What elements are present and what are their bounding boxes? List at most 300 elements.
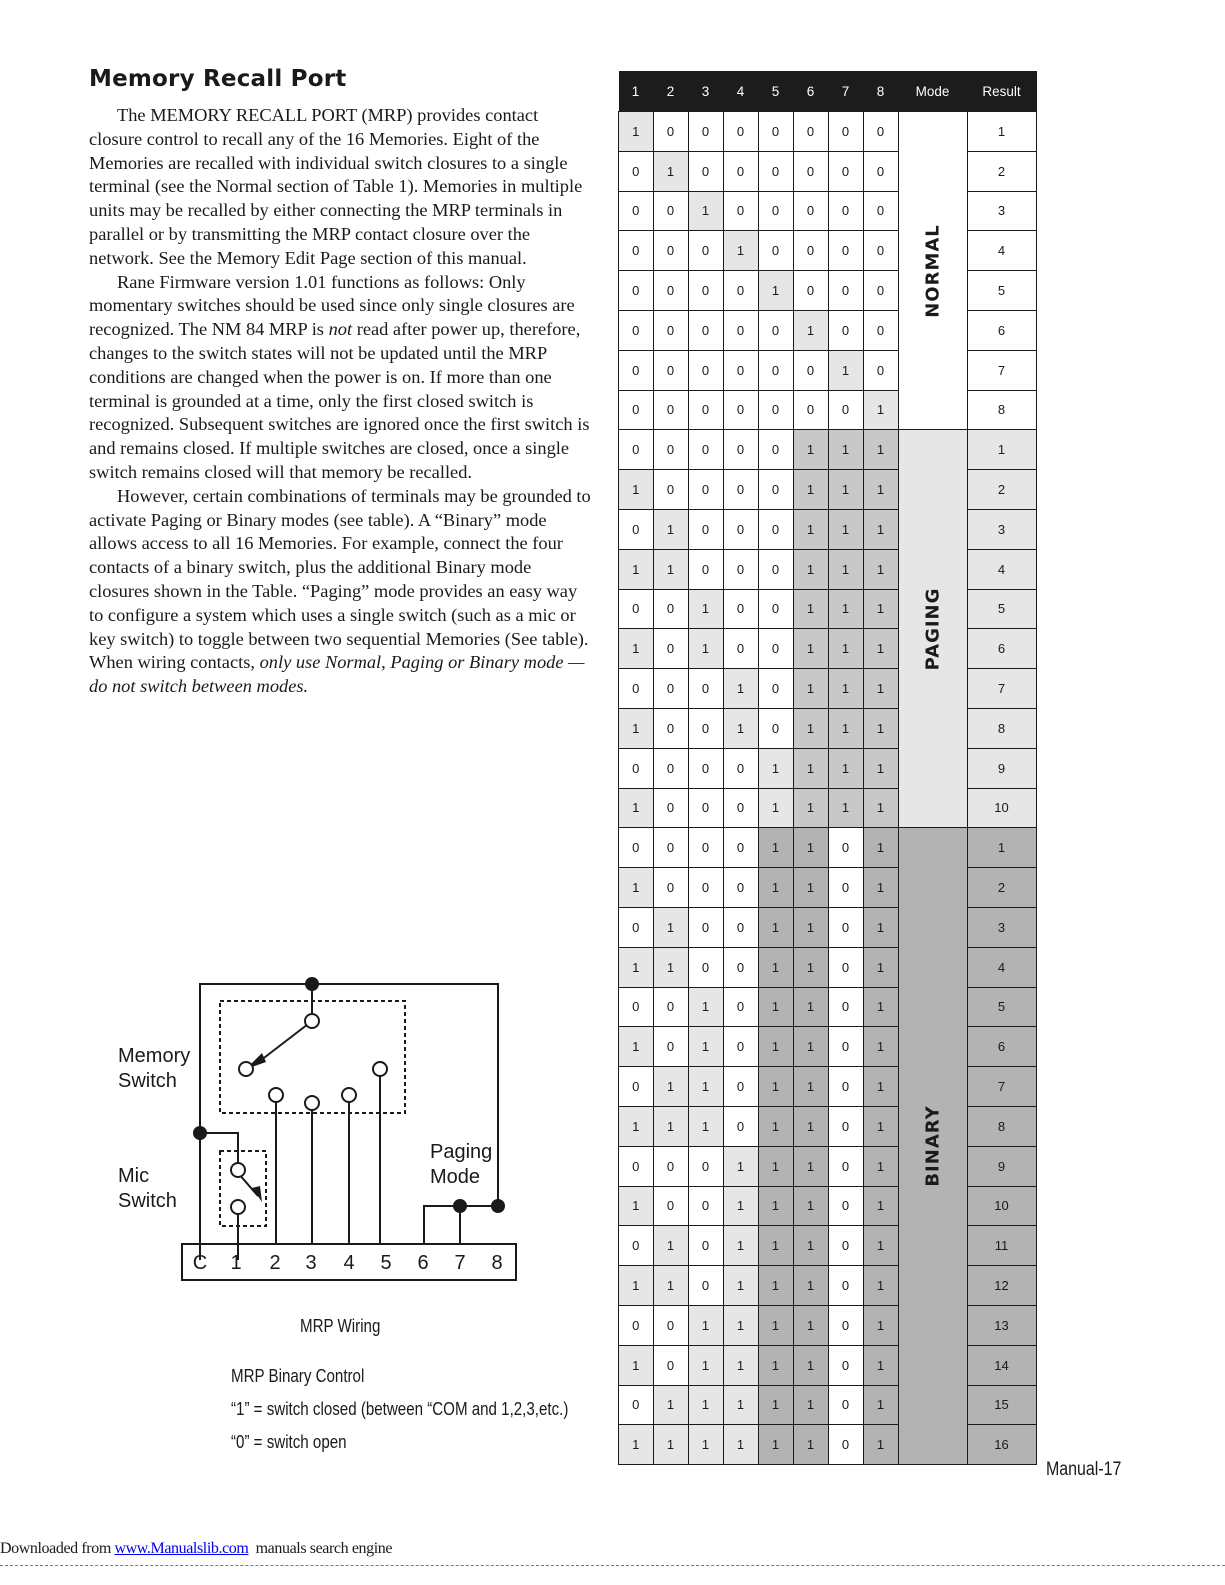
bit-cell: 0 xyxy=(793,271,828,311)
bit-cell: 1 xyxy=(828,549,863,589)
bit-cell: 0 xyxy=(653,1146,688,1186)
bit-cell: 0 xyxy=(828,1226,863,1266)
result-cell: 5 xyxy=(967,589,1036,629)
bit-cell: 1 xyxy=(723,1226,758,1266)
bit-cell: 0 xyxy=(653,1345,688,1385)
bit-cell: 0 xyxy=(653,1027,688,1067)
bit-cell: 0 xyxy=(653,271,688,311)
bit-cell: 1 xyxy=(758,987,793,1027)
text-run: However, certain combinations of terminals may be grounded to activate Paging or Binary modes (see table). A “Binary” mode allows access to all 16 Memories. For example, connect the four contacts of a binary switch, plus the additional Binary mode closures shown in the Table. “Paging” mode provides an easy way to configure a system which uses a single switch (such as a mic or key switch) to toggle between two sequential Memories (See table). When wiring contacts, xyxy=(89,485,591,673)
bit-cell: 1 xyxy=(793,708,828,748)
bit-cell: 0 xyxy=(723,947,758,987)
bit-cell: 1 xyxy=(619,1027,654,1067)
bit-cell: 0 xyxy=(723,868,758,908)
table-row xyxy=(619,748,1037,788)
mic-switch-label: Mic Switch xyxy=(118,1165,177,1212)
bit-cell: 0 xyxy=(828,310,863,350)
result-cell: 1 xyxy=(967,828,1036,868)
table-row xyxy=(619,1027,1037,1067)
bit-cell: 1 xyxy=(863,1345,898,1385)
binary-control-legend xyxy=(231,1364,568,1463)
bit-cell: 1 xyxy=(758,1266,793,1306)
bit-cell: 0 xyxy=(653,112,688,152)
bit-cell: 0 xyxy=(619,828,654,868)
bit-cell: 1 xyxy=(793,549,828,589)
switch-contact xyxy=(269,1088,283,1102)
bit-cell: 1 xyxy=(863,629,898,669)
table-row xyxy=(619,1106,1037,1146)
bit-cell: 1 xyxy=(863,907,898,947)
result-cell: 3 xyxy=(967,509,1036,549)
bit-cell: 0 xyxy=(828,271,863,311)
bit-cell: 0 xyxy=(793,390,828,430)
bit-cell: 1 xyxy=(688,987,723,1027)
bit-cell: 0 xyxy=(688,430,723,470)
bit-cell: 1 xyxy=(793,1146,828,1186)
bit-cell: 0 xyxy=(758,589,793,629)
bit-cell: 1 xyxy=(723,1305,758,1345)
bit-cell: 1 xyxy=(758,947,793,987)
table-row xyxy=(619,708,1037,748)
result-cell: 11 xyxy=(967,1226,1036,1266)
table-row xyxy=(619,549,1037,589)
bit-cell: 1 xyxy=(828,788,863,828)
bit-cell: 1 xyxy=(619,947,654,987)
table-row xyxy=(619,868,1037,908)
bit-cell: 0 xyxy=(723,112,758,152)
result-cell: 9 xyxy=(967,748,1036,788)
bit-cell: 0 xyxy=(619,271,654,311)
table-row xyxy=(619,1425,1037,1465)
terminal-label: 8 xyxy=(491,1252,503,1274)
bit-cell: 1 xyxy=(688,191,723,231)
emphasis-text: only use Normal, Paging or Binary mode — do not switch between modes. xyxy=(89,652,585,697)
bit-cell: 1 xyxy=(793,1266,828,1306)
bit-cell: 1 xyxy=(828,509,863,549)
bit-cell: 0 xyxy=(723,748,758,788)
table-row xyxy=(619,310,1037,350)
bit-cell: 1 xyxy=(723,1425,758,1465)
table-row xyxy=(619,907,1037,947)
bit-cell: 1 xyxy=(688,1106,723,1146)
bit-cell: 1 xyxy=(688,589,723,629)
result-cell: 1 xyxy=(967,112,1036,152)
bit-cell: 1 xyxy=(793,947,828,987)
mode-label: NORMAL xyxy=(922,223,943,318)
bit-cell: 0 xyxy=(688,907,723,947)
bit-cell: 0 xyxy=(653,310,688,350)
result-cell: 5 xyxy=(967,271,1036,311)
bit-cell: 0 xyxy=(688,788,723,828)
junction-dot xyxy=(305,977,319,991)
bit-cell: 0 xyxy=(828,1425,863,1465)
bit-cell: 1 xyxy=(793,748,828,788)
bit-cell: 1 xyxy=(619,788,654,828)
bit-cell: 0 xyxy=(619,748,654,788)
bit-cell: 0 xyxy=(653,231,688,271)
bit-cell: 1 xyxy=(723,231,758,271)
bit-cell: 1 xyxy=(653,1067,688,1107)
body-text xyxy=(89,104,594,699)
bit-cell: 1 xyxy=(758,1385,793,1425)
bit-cell: 0 xyxy=(723,1027,758,1067)
bit-cell: 1 xyxy=(828,350,863,390)
bit-cell: 0 xyxy=(828,1106,863,1146)
column-header: Mode xyxy=(898,71,967,112)
bit-cell: 0 xyxy=(758,509,793,549)
bit-cell: 0 xyxy=(619,151,654,191)
bit-cell: 1 xyxy=(619,470,654,510)
bit-cell: 1 xyxy=(619,1106,654,1146)
bit-cell: 0 xyxy=(688,350,723,390)
result-cell: 14 xyxy=(967,1345,1036,1385)
terminal-label: 1 xyxy=(230,1252,242,1274)
bit-cell: 1 xyxy=(793,1305,828,1345)
bit-cell: 0 xyxy=(619,1226,654,1266)
bit-cell: 0 xyxy=(688,1266,723,1306)
table-row xyxy=(619,151,1037,191)
column-header: 2 xyxy=(653,71,688,112)
bit-cell: 0 xyxy=(828,390,863,430)
bit-cell: 0 xyxy=(723,788,758,828)
table-row xyxy=(619,947,1037,987)
result-cell: 6 xyxy=(967,629,1036,669)
switch-contact xyxy=(305,1096,319,1110)
bit-cell: 0 xyxy=(688,748,723,788)
bit-cell: 1 xyxy=(653,907,688,947)
result-cell: 6 xyxy=(967,310,1036,350)
bit-cell: 1 xyxy=(793,1425,828,1465)
bit-cell: 1 xyxy=(863,1067,898,1107)
bit-cell: 0 xyxy=(758,112,793,152)
bit-cell: 0 xyxy=(828,191,863,231)
bit-cell: 1 xyxy=(863,549,898,589)
bit-cell: 1 xyxy=(688,1345,723,1385)
terminal-label: 2 xyxy=(269,1252,281,1274)
bit-cell: 0 xyxy=(619,191,654,231)
table-row xyxy=(619,430,1037,470)
bit-cell: 0 xyxy=(793,151,828,191)
bit-cell: 1 xyxy=(863,1385,898,1425)
bit-cell: 1 xyxy=(653,549,688,589)
bit-cell: 1 xyxy=(863,788,898,828)
result-cell: 4 xyxy=(967,231,1036,271)
bit-cell: 0 xyxy=(758,669,793,709)
bit-cell: 0 xyxy=(619,589,654,629)
result-cell: 7 xyxy=(967,1067,1036,1107)
bit-cell: 1 xyxy=(863,987,898,1027)
text-run: Rane Firmware version 1.01 functions as follows: Only momentary switches should be used since only single closures are recognized. The NM 84 MRP is xyxy=(89,271,575,340)
bit-cell: 1 xyxy=(688,1305,723,1345)
footer-prefix: Downloaded from xyxy=(0,1540,115,1557)
bit-cell: 0 xyxy=(653,430,688,470)
result-cell: 7 xyxy=(967,350,1036,390)
junction-dot xyxy=(453,1199,467,1213)
table-row xyxy=(619,1305,1037,1345)
bit-cell: 1 xyxy=(688,629,723,669)
bit-cell: 0 xyxy=(793,350,828,390)
bit-cell: 0 xyxy=(619,1067,654,1107)
bit-cell: 0 xyxy=(688,151,723,191)
bit-cell: 1 xyxy=(688,1027,723,1067)
terminal-label: 6 xyxy=(417,1252,429,1274)
bit-cell: 0 xyxy=(653,788,688,828)
bit-cell: 1 xyxy=(793,828,828,868)
bit-cell: 0 xyxy=(653,350,688,390)
bit-cell: 0 xyxy=(758,549,793,589)
table-row xyxy=(619,271,1037,311)
bit-cell: 1 xyxy=(863,748,898,788)
bit-cell: 1 xyxy=(863,390,898,430)
legend-line: “0” = switch open xyxy=(231,1432,347,1452)
arrow-head xyxy=(252,1186,262,1202)
bit-cell: 0 xyxy=(863,151,898,191)
bit-cell: 1 xyxy=(619,708,654,748)
table-row xyxy=(619,629,1037,669)
bit-cell: 0 xyxy=(619,987,654,1027)
result-cell: 10 xyxy=(967,1186,1036,1226)
bit-cell: 1 xyxy=(723,1146,758,1186)
table-row xyxy=(619,1067,1037,1107)
bit-cell: 1 xyxy=(653,151,688,191)
bit-cell: 1 xyxy=(758,828,793,868)
mode-label: BINARY xyxy=(922,1105,943,1187)
text-run: The MEMORY RECALL PORT (MRP) provides contact closure control to recall any of the 16 Memories. Eight of the Memories are recalled with individual switch closures to a single terminal (see the Normal section of Table 1). Memories in multiple units may be recalled by either connecting the MRP terminals in parallel or by transmitting the MRP contact closure over the network. See the Memory Edit Page section of this manual. xyxy=(89,105,583,268)
bit-cell: 0 xyxy=(758,350,793,390)
bit-cell: 0 xyxy=(828,1345,863,1385)
bit-cell: 1 xyxy=(688,1067,723,1107)
bit-cell: 0 xyxy=(688,310,723,350)
bit-cell: 1 xyxy=(863,868,898,908)
table-row xyxy=(619,1266,1037,1306)
bit-cell: 0 xyxy=(828,907,863,947)
bit-cell: 0 xyxy=(758,390,793,430)
bit-cell: 1 xyxy=(828,430,863,470)
bit-cell: 1 xyxy=(828,708,863,748)
bit-cell: 1 xyxy=(758,1067,793,1107)
bit-cell: 1 xyxy=(758,271,793,311)
bit-cell: 1 xyxy=(793,669,828,709)
bit-cell: 0 xyxy=(758,430,793,470)
bit-cell: 1 xyxy=(793,987,828,1027)
bit-cell: 1 xyxy=(688,1385,723,1425)
result-cell: 3 xyxy=(967,907,1036,947)
bit-cell: 1 xyxy=(758,1425,793,1465)
terminal-label: 4 xyxy=(343,1252,355,1274)
bit-cell: 0 xyxy=(793,112,828,152)
result-cell: 4 xyxy=(967,947,1036,987)
table-row xyxy=(619,390,1037,430)
bit-cell: 1 xyxy=(828,470,863,510)
result-cell: 8 xyxy=(967,390,1036,430)
body-paragraph xyxy=(89,271,594,485)
bit-cell: 1 xyxy=(793,1385,828,1425)
wiring-schematic xyxy=(110,968,530,1293)
bit-cell: 1 xyxy=(828,589,863,629)
bit-cell: 0 xyxy=(653,868,688,908)
bit-cell: 1 xyxy=(723,708,758,748)
bit-cell: 0 xyxy=(758,191,793,231)
bit-cell: 1 xyxy=(863,669,898,709)
mode-cell xyxy=(898,828,967,1465)
table-row xyxy=(619,987,1037,1027)
legend-title: MRP Binary Control xyxy=(231,1366,365,1386)
bit-cell: 0 xyxy=(828,828,863,868)
bit-cell: 0 xyxy=(619,231,654,271)
bit-cell: 0 xyxy=(723,907,758,947)
bit-cell: 0 xyxy=(619,1305,654,1345)
bit-cell: 0 xyxy=(619,1385,654,1425)
bit-cell: 1 xyxy=(619,549,654,589)
bit-cell: 0 xyxy=(793,231,828,271)
bit-cell: 1 xyxy=(793,470,828,510)
body-paragraph xyxy=(89,104,594,271)
bit-cell: 0 xyxy=(653,629,688,669)
result-cell: 12 xyxy=(967,1266,1036,1306)
page-heading: Memory Recall Port xyxy=(89,66,347,92)
bit-cell: 0 xyxy=(619,907,654,947)
result-cell: 4 xyxy=(967,549,1036,589)
bit-cell: 1 xyxy=(758,1345,793,1385)
bit-cell: 0 xyxy=(653,1305,688,1345)
bit-cell: 1 xyxy=(619,1186,654,1226)
column-header: Result xyxy=(967,71,1036,112)
bit-cell: 0 xyxy=(619,310,654,350)
terminal-label: 3 xyxy=(305,1252,317,1274)
bit-cell: 0 xyxy=(723,589,758,629)
mode-cell xyxy=(898,430,967,828)
bit-cell: 1 xyxy=(863,1106,898,1146)
manualslib-link[interactable]: www.Manualslib.com xyxy=(114,1540,249,1557)
bit-cell: 1 xyxy=(653,1226,688,1266)
junction-dot xyxy=(193,1126,207,1140)
bit-cell: 0 xyxy=(863,350,898,390)
bit-cell: 1 xyxy=(758,1146,793,1186)
bit-cell: 0 xyxy=(723,390,758,430)
diagram-caption: MRP Wiring xyxy=(300,1316,381,1336)
bit-cell: 0 xyxy=(653,1186,688,1226)
footer-suffix: manuals search engine xyxy=(248,1540,393,1557)
switch-contact xyxy=(239,1062,253,1076)
table-row xyxy=(619,231,1037,271)
result-cell: 8 xyxy=(967,1106,1036,1146)
bit-cell: 1 xyxy=(828,629,863,669)
bit-cell: 0 xyxy=(723,470,758,510)
bit-cell: 1 xyxy=(793,1027,828,1067)
bit-cell: 0 xyxy=(688,947,723,987)
bit-cell: 1 xyxy=(653,1106,688,1146)
bit-cell: 1 xyxy=(793,907,828,947)
column-header: 7 xyxy=(828,71,863,112)
bit-cell: 1 xyxy=(863,1226,898,1266)
memory-switch-label: Memory Switch xyxy=(118,1045,191,1092)
bit-cell: 0 xyxy=(723,191,758,231)
bit-cell: 1 xyxy=(619,629,654,669)
bit-cell: 1 xyxy=(758,1186,793,1226)
bit-cell: 1 xyxy=(793,430,828,470)
result-cell: 10 xyxy=(967,788,1036,828)
bit-cell: 1 xyxy=(758,748,793,788)
footer-rule xyxy=(0,1565,1225,1566)
table-row xyxy=(619,1385,1037,1425)
column-header: 3 xyxy=(688,71,723,112)
bit-cell: 0 xyxy=(688,509,723,549)
bit-cell: 0 xyxy=(723,350,758,390)
bit-cell: 1 xyxy=(863,708,898,748)
bit-cell: 0 xyxy=(828,947,863,987)
bit-cell: 1 xyxy=(723,1266,758,1306)
table-row xyxy=(619,589,1037,629)
table-row xyxy=(619,470,1037,510)
bit-cell: 1 xyxy=(793,629,828,669)
bit-cell: 0 xyxy=(688,1226,723,1266)
bit-cell: 1 xyxy=(863,430,898,470)
switch-contact xyxy=(342,1088,356,1102)
bit-cell: 0 xyxy=(828,1146,863,1186)
terminal-label: C xyxy=(192,1252,208,1274)
result-cell: 3 xyxy=(967,191,1036,231)
bit-cell: 1 xyxy=(688,1425,723,1465)
bit-cell: 0 xyxy=(863,231,898,271)
mic-contact xyxy=(231,1200,245,1214)
bit-cell: 0 xyxy=(688,1186,723,1226)
result-cell: 2 xyxy=(967,868,1036,908)
column-header: 1 xyxy=(619,71,654,112)
column-header: 4 xyxy=(723,71,758,112)
bit-cell: 1 xyxy=(723,1345,758,1385)
result-cell: 15 xyxy=(967,1385,1036,1425)
bit-cell: 0 xyxy=(758,629,793,669)
table-row xyxy=(619,191,1037,231)
bit-cell: 0 xyxy=(688,828,723,868)
result-cell: 5 xyxy=(967,987,1036,1027)
body-paragraph xyxy=(89,485,594,699)
bit-cell: 0 xyxy=(863,271,898,311)
table-row xyxy=(619,509,1037,549)
terminal-label: 7 xyxy=(454,1252,466,1274)
table-row xyxy=(619,669,1037,709)
bit-cell: 0 xyxy=(828,151,863,191)
bit-cell: 0 xyxy=(688,1146,723,1186)
bit-cell: 1 xyxy=(863,947,898,987)
mrp-wiring-diagram xyxy=(110,968,530,1298)
bit-cell: 0 xyxy=(619,350,654,390)
bit-cell: 1 xyxy=(828,748,863,788)
bit-cell: 1 xyxy=(863,470,898,510)
bit-cell: 0 xyxy=(653,748,688,788)
paging-mode-label: Paging Mode xyxy=(430,1141,493,1188)
bit-cell: 0 xyxy=(653,708,688,748)
bit-cell: 1 xyxy=(863,1266,898,1306)
bit-cell: 1 xyxy=(793,1106,828,1146)
bit-cell: 0 xyxy=(619,390,654,430)
mode-cell xyxy=(898,112,967,430)
bit-cell: 0 xyxy=(653,669,688,709)
bit-cell: 1 xyxy=(723,669,758,709)
result-cell: 7 xyxy=(967,669,1036,709)
bit-cell: 0 xyxy=(653,470,688,510)
bit-cell: 0 xyxy=(828,987,863,1027)
bit-cell: 0 xyxy=(828,231,863,271)
table-row xyxy=(619,1146,1037,1186)
bit-cell: 1 xyxy=(619,1425,654,1465)
result-cell: 1 xyxy=(967,430,1036,470)
bit-cell: 1 xyxy=(863,589,898,629)
table-row xyxy=(619,350,1037,390)
table-row xyxy=(619,788,1037,828)
bit-cell: 0 xyxy=(828,1186,863,1226)
mrp-table xyxy=(618,71,1037,1465)
